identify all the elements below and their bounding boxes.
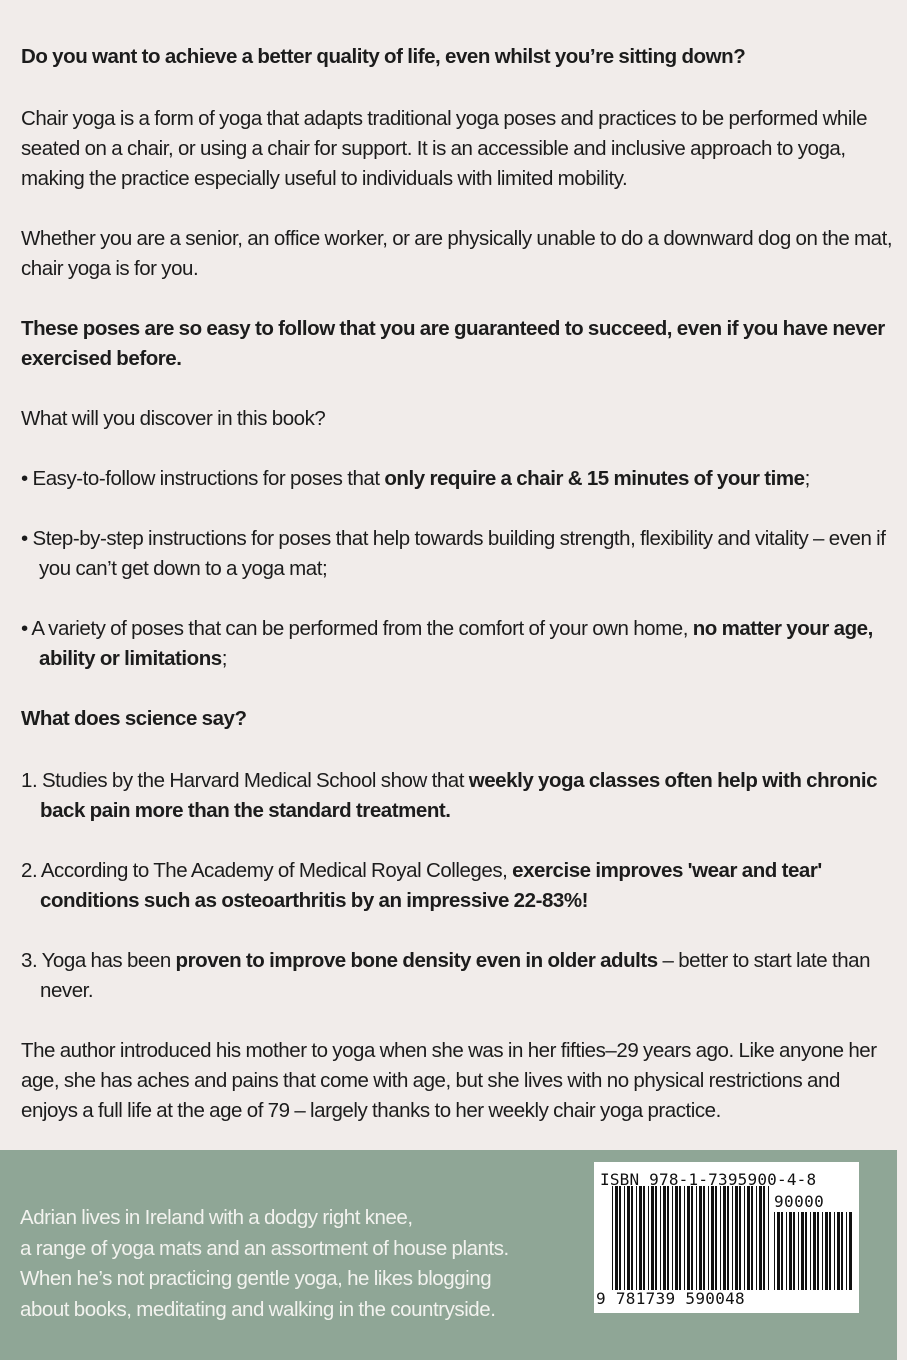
barcode-bar bbox=[687, 1186, 690, 1290]
barcode-bar bbox=[615, 1186, 618, 1290]
isbn-number: ISBN 978-1-7395900-4-8 bbox=[600, 1170, 817, 1189]
barcode-bar bbox=[660, 1186, 661, 1290]
barcode-bar bbox=[747, 1186, 750, 1290]
barcode-bar bbox=[789, 1212, 792, 1290]
bio-line: about books, meditating and walking in the countryside. bbox=[20, 1297, 496, 1321]
bullet-item: • Easy-to-follow instructions for poses that only require a chair & 15 minutes of your time; bbox=[21, 467, 810, 490]
barcode-bar bbox=[759, 1186, 762, 1290]
barcode-bar bbox=[786, 1212, 787, 1290]
barcode-bar bbox=[849, 1212, 852, 1290]
price-code: 90000 bbox=[774, 1192, 825, 1211]
barcode-bar bbox=[708, 1186, 709, 1290]
science-item: 1. Studies by the Harvard Medical School show that weekly yoga classes often help with chronic back pain more than the standard treatment. bbox=[21, 769, 878, 822]
isbn-barcode bbox=[594, 1162, 859, 1313]
barcode-bar bbox=[643, 1186, 645, 1290]
discover-question: What will you discover in this book? bbox=[21, 407, 326, 430]
barcode-bar bbox=[639, 1186, 642, 1290]
bio-line: When he’s not practicing gentle yoga, he likes blogging bbox=[20, 1267, 492, 1290]
ean-digits: 9 781739 590048 bbox=[596, 1289, 745, 1308]
barcode-bar bbox=[825, 1212, 828, 1290]
science-heading: What does science say? bbox=[21, 707, 247, 730]
barcode-bar bbox=[679, 1186, 681, 1290]
barcode-bar bbox=[739, 1186, 741, 1290]
barcode-bar bbox=[624, 1186, 625, 1290]
barcode-bar bbox=[768, 1186, 769, 1290]
barcode-bar bbox=[651, 1186, 654, 1290]
back-cover-text bbox=[21, 42, 893, 1156]
barcode-bar bbox=[727, 1186, 729, 1290]
barcode-bar bbox=[667, 1186, 669, 1290]
barcode-bar bbox=[732, 1186, 733, 1290]
bullet-marker: • bbox=[21, 467, 33, 490]
barcode-bar bbox=[841, 1212, 843, 1290]
barcode-bar bbox=[751, 1186, 753, 1290]
barcode-bar bbox=[675, 1186, 678, 1290]
author-bio-panel bbox=[0, 1150, 897, 1360]
barcode-bar bbox=[777, 1212, 780, 1290]
barcode-bar bbox=[798, 1212, 799, 1290]
science-item: 3. Yoga has been proven to improve bone density even in older adults – better to start late than never. bbox=[21, 949, 871, 1002]
barcode-bar bbox=[663, 1186, 666, 1290]
barcode-bar bbox=[837, 1212, 840, 1290]
barcode-bar bbox=[781, 1212, 783, 1290]
barcode-bar bbox=[756, 1186, 757, 1290]
bio-line: a range of yoga mats and an assortment of house plants. bbox=[20, 1236, 509, 1260]
barcode-bar bbox=[699, 1186, 702, 1290]
barcode-bar bbox=[810, 1212, 811, 1290]
barcode-bar bbox=[834, 1212, 835, 1290]
barcode-bar bbox=[672, 1186, 673, 1290]
barcode-bar bbox=[735, 1186, 738, 1290]
barcode-bar bbox=[817, 1212, 819, 1290]
audience-paragraph: Whether you are a senior, an office worker, or are physically unable to do a downward dog on the mat, chair yoga is for you. bbox=[21, 227, 893, 280]
bullet-item: • Step-by-step instructions for poses that help towards building strength, flexibility and vitality – even if you can’t get down to a yoga mat; bbox=[21, 527, 886, 580]
barcode-bar bbox=[655, 1186, 657, 1290]
barcode-bar bbox=[720, 1186, 721, 1290]
guarantee-statement: These poses are so easy to follow that you are guaranteed to succeed, even if you have never exercised before. bbox=[21, 317, 885, 370]
barcode-bar bbox=[801, 1212, 804, 1290]
barcode-bar bbox=[691, 1186, 693, 1290]
barcode-bar bbox=[774, 1212, 775, 1290]
science-item: 2. According to The Academy of Medical Royal Colleges, exercise improves 'wear and tear' conditions such as osteoarthritis by an impressive 22-83%! bbox=[21, 859, 822, 912]
barcode-bar bbox=[846, 1212, 847, 1290]
intro-paragraph: Chair yoga is a form of yoga that adapts traditional yoga poses and practices to be performed while seated on a chair, or using a chair for support. It is an accessible and inclusive approach to yoga, making the practice especially useful to individuals with limited mobility. bbox=[21, 107, 868, 190]
barcode-bar bbox=[627, 1186, 630, 1290]
author-story: The author introduced his mother to yoga when she was in her fifties–29 years ago. Like anyone her age, she has aches and pains that come with age, but she lives with no physical restrictions and enjoys a full life at the age of 79 – largely thanks to her weekly chair yoga practice. bbox=[21, 1039, 877, 1122]
barcode-bar bbox=[723, 1186, 726, 1290]
bullet-item: • A variety of poses that can be performed from the comfort of your own home, no matter your age, ability or limitations; bbox=[21, 617, 873, 670]
bio-line: Adrian lives in Ireland with a dodgy right knee, bbox=[20, 1206, 413, 1229]
intro-heading: Do you want to achieve a better quality of life, even whilst you’re sitting down? bbox=[21, 45, 746, 68]
barcode-bar bbox=[703, 1186, 705, 1290]
barcode-bar bbox=[813, 1212, 816, 1290]
barcode-bar bbox=[805, 1212, 807, 1290]
barcode-bar bbox=[612, 1186, 613, 1290]
barcode-bar bbox=[648, 1186, 649, 1290]
barcode-bar bbox=[763, 1186, 765, 1290]
bullet-marker: • bbox=[21, 617, 32, 640]
barcode-bar bbox=[619, 1186, 621, 1290]
barcode-bar bbox=[696, 1186, 697, 1290]
barcode-bar bbox=[793, 1212, 795, 1290]
author-bio bbox=[20, 1203, 580, 1325]
barcode-bar bbox=[829, 1212, 831, 1290]
barcode-bar bbox=[744, 1186, 745, 1290]
barcode-bar bbox=[684, 1186, 685, 1290]
barcode-bar bbox=[636, 1186, 637, 1290]
barcode-bar bbox=[822, 1212, 823, 1290]
barcode-bar bbox=[711, 1186, 714, 1290]
bullet-marker: • bbox=[21, 527, 33, 550]
barcode-bar bbox=[631, 1186, 633, 1290]
barcode-bar bbox=[715, 1186, 717, 1290]
